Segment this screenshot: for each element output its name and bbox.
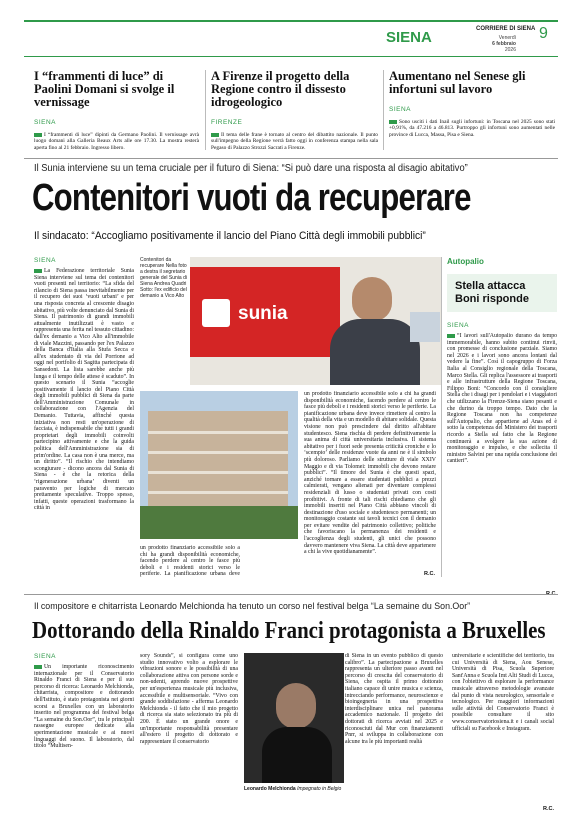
brief-title: Aumentano nel Senese gli infortuni sul lavoro: [389, 69, 526, 96]
side-title: Stella attacca Boni risponde: [447, 274, 557, 312]
brief-2: [211, 70, 378, 151]
brief-body: Sono usciti i dati Inail sugli infortuni: in Toscana nel 2025 sono stati +0,91%, da 47.216 a 46.813. Purtroppo gli infortuni sono aumentati nelle province di Lucca, Massa, Pisa e Siena.: [389, 119, 555, 138]
building: [148, 411, 288, 511]
second-col-3: [345, 653, 443, 813]
newspaper-logo: CORRIERE DI SIENA: [476, 26, 536, 32]
side-label: Autopalio: [447, 257, 484, 266]
brief-section: SIENA: [389, 106, 412, 113]
monitor: [410, 312, 440, 342]
banner-logo: [202, 299, 230, 327]
signature: R.C.: [424, 571, 435, 577]
rule: [24, 158, 558, 159]
brief-section: SIENA: [34, 119, 57, 126]
main-col-1: [34, 257, 134, 575]
brief-1: [34, 70, 199, 151]
main-subhead: Il sindacato: “Accogliamo positivamente il lancio del Piano Città degli immobili pubblici”: [34, 230, 426, 242]
article-section: SIENA: [34, 653, 57, 660]
issue-year: 2026: [504, 47, 516, 53]
second-kicker: Il compositore e chitarrista Leonardo Melchionda ha tenuto un corso nel festival belga “La semaine du Son.Oor”: [34, 601, 471, 612]
photo-caption: Contenitori da recuperare Nella foto a destra il segretario generale del Sunia di Siena Andrea Quadri Sotto: l'ex edificio del demanio a Vico Alto: [140, 257, 187, 299]
trees: [140, 506, 298, 539]
divider: [205, 70, 206, 150]
divider: [383, 70, 384, 150]
sunia-banner: [190, 267, 340, 357]
rule: [24, 594, 558, 595]
brief-section: FIRENZE: [211, 119, 243, 126]
issue-date-day: 6 febbraio: [492, 41, 516, 47]
side-section: SIENA: [447, 322, 470, 329]
main-kicker: Il Sunia interviene su un tema cruciale per il futuro di Siena: “Si può dare una risposta al disagio abitativo”: [34, 163, 468, 174]
second-headline: Dottorando della Rinaldo Franci protagonista a Bruxelles: [32, 618, 546, 644]
issue-date: [476, 35, 516, 53]
side-body: “I lavori sull'Autopalio durano da tempo immemorabile, hanno subito continui rinvii, con promesse di conclusione parziale. Siamo nel 2026 e i lavori sono ancora lontani dal vedere la fine”. Così il capogruppo di Forza Italia al Consiglio regionale della Toscana, Marco Stella. Gli replica l'assessore ai trasporti e alle infrastrutture della Regione Toscana, Filippo Boni: “Concordo con il consigliere Stella che i disagi per i pendolari e i viaggiatori che utilizzano la Firenze-Siena siano pesanti e che durino da troppo tempo. Dato che la Regione Toscana non ha competenze sull'Autopalio, che appartiene ad Anas ed è sotto la competenza del Ministero dei trasporti ricordo a Stella sul fatto che la Regione continuerà a svolgere la sua azione di monitoraggio e impulso, e che sollecita il ministro Salvini per una rapida conclusione dei cantieri”.: [447, 333, 557, 465]
main-col-3: [304, 391, 436, 571]
photo-sunia-secretary: [190, 257, 441, 385]
man-head: [352, 277, 392, 321]
face: [276, 683, 316, 729]
signature: R.C.: [543, 806, 554, 812]
article-section: SIENA: [34, 257, 57, 264]
main-signature: [405, 571, 435, 577]
page-number: 9: [539, 25, 548, 42]
photo-melchionda: [244, 653, 344, 783]
brief-title: A Firenze il progetto della Regione contro il dissesto idrogeologico: [211, 69, 350, 109]
header-rule: [24, 20, 558, 22]
brief-body: I “frammenti di luce” dipinti da Germano Paolini. Il vernissage avrà luogo domani alla Galleria Beaux Arts alle ore 17.30. La mostra resterà aperta fino al 21 febbraio. Ingresso libero.: [34, 132, 199, 151]
jacket: [262, 727, 332, 783]
second-col-1: [34, 653, 134, 813]
balcony: [148, 471, 288, 474]
brief-body: Il tema delle frane è tornato al centro del dibattito nazionale. Il punto sull'impegno della Regione verrà fatto oggi in conferenza stampa nella sala Pegaso di Palazzo Strozzi Sacrati a Firenze.: [211, 132, 378, 151]
banner-text: sunia: [238, 303, 288, 324]
brief-title: I “frammenti di luce” di Paolini Domani si svolge il vernissage: [34, 69, 175, 109]
article-body: sory Sounds”, si configura come uno studio innovativo volto a esplorare le vibrazioni sonore e le possibilità di una collaborazione attiva con persone sorde e non-udenti, aprendo nuove prospettive per un'esperienza musicale più inclusiva, accessibile e multisensoriale. “Vivo con grande soddisfazione - afferma Leonardo Melchionda - il fatto che il mio progetto di ricerca sia stato selezionato tra più di 200. È stato un grande onore e un'importante responsabilità presentare all'estero il progetto di dottorato e rappresentare il conservatorio: [140, 653, 238, 745]
main-col-2: [140, 545, 240, 577]
second-col-4: [452, 653, 554, 803]
balcony: [148, 491, 288, 494]
second-col-2: [140, 653, 238, 813]
man-body: [330, 319, 420, 385]
issue-day: Venerdì: [498, 35, 516, 41]
header-bottom-rule: [24, 56, 558, 57]
photo-caption-2: Leonardo Melchionda Impegnato in Belgio: [244, 786, 342, 792]
balcony: [148, 431, 288, 434]
article-body: di Siena in un evento pubblico di questo calibro”. La partecipazione a Bruxelles rappresenta un ulteriore passo avanti nel percorso di crescita del conservatorio di Siena, che ospita il primo dottorato italiano capace di unire musica e scienza, intrecciando performance, neuroscienze e bioingegneria in una prospettiva interdisciplinare unica nel panorama accademico nazionale. Il progetto dei dottorati di ricerca avviati nel 2025 e riconosciuti dal Mur con finanziamenti Pnrr, si sviluppa in collaborazione con alcune tra le più importanti realtà: [345, 653, 443, 745]
article-body: un prodotto finanziario accessibile solo a chi ha grandi disponibilità economiche, facendo perdere al centro le fasce più deboli e i residenti storici verso le periferie. La pianificazione urbana deve: [140, 545, 240, 577]
main-headline: Contenitori vuoti da recuperare: [32, 177, 471, 219]
divider: [441, 257, 442, 577]
photo-building: [140, 391, 298, 539]
section-title: SIENA: [386, 29, 432, 46]
article-body: La Federazione territoriale Sunia Siena interviene sul tema dei contenitori vuoti presenti nel territorio: “La sfida del rilancio di Siena passa inevitabilmente per il recupero dei suoi ‘vuoti urbani’ e per una risposta concreta al crescente disagio abitativo, più volte denunciato dal Sunia di Siena. Il patrimonio di grandi immobili attualmente inutilizzati è vasto e rappresenta una ferita nel tessuto cittadino: dall'ex demanio a Vico Alto all'immobile di viale Mazzini, passando per l'ex Palazzo della Banca d'Italia alla Stufa Secca e all'ex studentato di via del Porrione ad oggi nel portfolio di Sagitta partecipata di Sansedoni. La lista sarebbe anche più lunga e il tempo delle attese è scaduto”. In questo scenario il Sunia “accoglie positivamente il lancio del Piano Città degli immobili pubblici di Siena da parte dell'Amministrazione Comunale in collaborazione con l'Agenzia del Demanio. Tuttavia, affinché questa iniziativa non resti un'operazione di facciata, è indispensabile che tutti i grandi proprietari degli immobili coinvolti partecipino attivamente e che la guida politica dell'Amministrazione sia di prim'ordine. La casa non è una merce, ma un diritto”. “Il rischio che intendiamo scongiurare - dicono ancora dal Sunia di Siena - è che la retorica della ‘rigenerazione urbana’ diventi un paravento per logiche di mercato prettamente speculative. Troppo spesso, infatti, queste operazioni trasformano la città in: [34, 268, 134, 512]
brief-3: [389, 70, 555, 138]
article-body: un prodotto finanziario accessibile solo a chi ha grandi disponibilità economiche, facendo perdere al centro le fasce più deboli e i residenti storici verso le periferie. La pianificazione urbana deve invece rimettere al centro la qualità della vita e un modello di abitare solidale. Questa visione non può prescindere dal diritto all'abitare studentesco. Siena rischia di perdere definitivamente la sua anima di città universitaria inclusiva. Il sistema abitativo per i fuori sede presenta criticità croniche e lo ‘scempio’ delle residenze vuote da anni ne è il simbolo più doloroso. Parliamo delle strutture di viale XXIV Maggio e di via Tolomei: immobili che devono restare pubblici”. “Il timore del Sunia è che questi spazi, anziché tornare a essere studentati pubblici a prezzi calmierati, vengano alienati per diventare complessi residenziali di lusso o studentati privati con costi proibitivi. A fronte di tali rischi chiediamo che gli immobili inseriti nel Piano Città abbiano vincoli di destinazione d'uso sociale e studentesco permanenti; un monitoraggio costante sui tavoli tecnici con il demanio per evitare vendite del patrimonio collettivo; politiche che favoriscano la permanenza dei residenti e l'accoglienza degli studenti, gli unici che possono davvero mantenere viva Siena. La città deve appartenere a chi la vive quotidianamente”.: [304, 391, 436, 556]
balcony: [148, 451, 288, 454]
side-article: [447, 257, 557, 597]
article-body: universitarie e scientifiche del territorio, tra cui Università di Siena, Aou Senese, Università di Pisa, Scuola Superiore Sant'Anna e Scuola Imt Alti Studi di Lucca, con l'obiettivo di esplorare la performance musicale attraverso metodologie avanzate dal punto di vista neurologico, sensoriale e tecnologico. Per maggiori informazioni sulle attività del Conservatorio Franci è possibile consultare il sito www.conservatoriosiena.it e i canali social ufficiali su Facebook e Instagram.: [452, 653, 554, 732]
second-signature: [520, 806, 554, 812]
article-body: Un importante riconoscimento internazionale per il Conservatorio Rinaldo Franci di Siena e per il suo percorso di ricerca: Leonardo Melchionda, chitarrista, compositore e dottorando dell'Istituto, è stato protagonista nei giorni scorsi a Bruxelles con un laboratorio inserito nel programma del festival belga “La semaine du Son.Oor”, tra le principali rassegne europee dedicate alla sperimentazione musicale e ai nuovi linguaggi del suono. Il laboratorio, dal titolo “Multisen-: [34, 664, 134, 750]
